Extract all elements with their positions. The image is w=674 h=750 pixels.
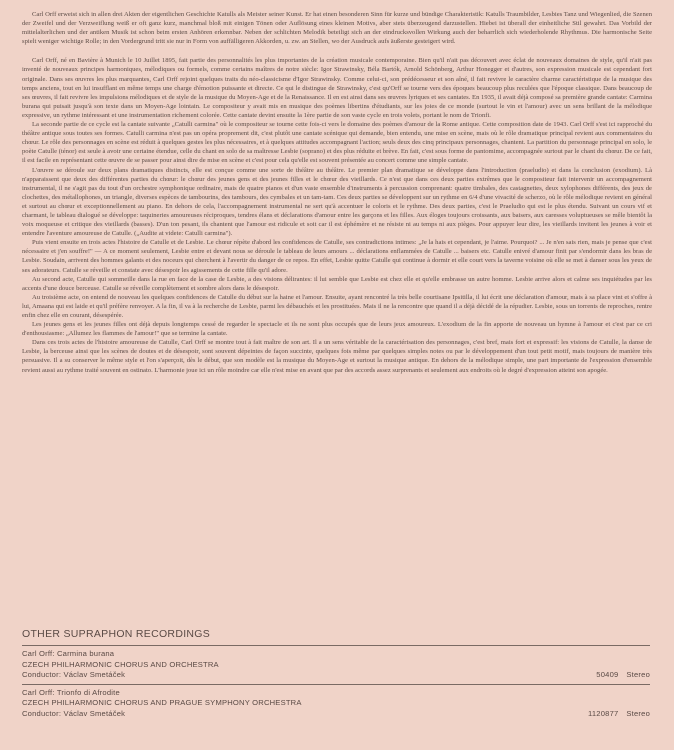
catalog-number: 1120877	[588, 708, 619, 718]
catalog-format: Stereo	[626, 670, 650, 680]
french-paragraph-8: Dans ces trois actes de l'histoire amoureuse de Catulle, Carl Orff se montre tout à fait maître de son art. Il a un sens véritable de la caractérisation des personnages, c'est bref, mais fort et expressif: les visions de Catulle, la danse de Lesbie, la berceuse ainsi que les scènes de doutes et de désespoir, sont souvent dépeintes de façon succinte, quelques fois même par quelques simples notes ou par le développement d'un tout petit motif, mais toujours de manière très persuasive. Il a su conserver le même style et l'on s'aperçoit, dès le début, que son modèle est la musique du Moyen-Age et surtout la musique antique. En dehors de la mélodique simple, une part importante de l'expression d'ensemble revient aussi au rythme traité souvent en ostinato. L'harmonie joue ici un rôle moindre car elle n'est mise en avant que par des accords assez surprenants et seulement aux endroits où le degré d'expression atteint son apogée.	[22, 339, 652, 374]
recording-work: Carl Orff: Carmina burana	[22, 649, 115, 658]
recording-performers: CZECH PHILHARMONIC CHORUS AND ORCHESTRA	[22, 659, 219, 669]
catalog-number: 50409	[596, 670, 619, 680]
divider	[22, 645, 650, 646]
french-paragraph-1: Carl Orff, né en Bavière à Munich le 10 Juillet 1895, fait partie des personnalités les plus importantes de la création musicale contemporaine. Bien qu'il n'ait pas découvert avec éclat de nouveaux domaines de style, qu'il n'ait pas inventé de nouveaux principes harmoniques, mélodiques ou formels, comme certains maîtres de notre siècle: Igor Strawinsky, Béla Bartók, Arnold Schönberg, Arthur Honegger et d'autres, son expression musicale est cependant fort originale. Dans ses œuvres les plus marquantes, Carl Orff rejoint quelques traits du néo-classicisme d'Igor Strawinsky. Comme celui-ci, son prédécesseur et son aîné, il fait revivre le caractère charme caractéristique de la musique des temps anciens, tout en lui insufflant en même temps une charge d'émotion puissante et directe. Ce qui le distingue de Strawinsky, c'est qu'Orff se tourne vers des époques beaucoup plus reculées que l'époque classique. Dans beaucoup de ses œuvres, il fait revivre les impulsions mélodiques et de style de la musique du Moyen-Age et de la Renaissance. Il en est ainsi dans ses œuvres lyriques et ses cantates. En 1935, il avait déjà composé sa première grande cantate: Carmina burana qui puisait jusqu'à son texte dans un Moyen-Age lointain. Le compositeur y avait mis en musique des poèmes libertins d'étudiants, sur les joies de ce monde (surtout le vin et l'amour) avec un sens brillant de la mélodique expressive, un rythme intéressant et une instrumentation richement colorée. Cette cantate devint ensuite la 1ère partie de son vaste cycle en trois volets, portant le nom de Trionfi.	[22, 57, 652, 119]
recording-conductor: Conductor: Václav Smetáček	[22, 708, 126, 718]
divider	[22, 684, 650, 685]
recording-performers: CZECH PHILHARMONIC CHORUS AND PRAGUE SYMPHONY ORCHESTRA	[22, 698, 302, 708]
recording-work: Carl Orff: Trionfo di Afrodite	[22, 687, 120, 697]
french-text	[22, 56, 652, 374]
french-paragraph-7: Les jeunes gens et les jeunes filles ont déjà depuis longtemps cessé de regarder le spectacle et ils ne sont plus occupés que de leurs jeux amoureux. L'exodium de la fin apporte de nouveau un hymne à l'amour et c'est par ce cri d'enthousiasme: „Allumez les flammes de l'amour!" que se termine la cantate.	[22, 321, 652, 338]
other-recordings-section	[22, 628, 650, 720]
german-paragraph: Carl Orff erweist sich in allen drei Akten der eigentlichen Geschichte Katulls als Meister seiner Kunst. Er hat einen besonderen Sinn für kurze und bündige Charakteristik: Katulls Traumbilder, Lesbies Tanz und Wiegenlied, die Szenen der Zweifel und der Verzweiflung weiß er oft ganz kurz, manchmal bloß mit einigen Tönen oder Auflösung eines kleinen Motivs, aber stets überzeugend darzustellen. Hiebei ist überall der einheitliche Stil gewahrt. Das Vorbild der mittelalterlichen und der antiken Musik ist schon beim ersten Anhören erkennbar. Neben der schlichten Melodik beteiligt sich an der eindrucksvollen Wirkung auch der beharrlich sich wiederholende Rhythmus. Die harmonische Seite spielt weniger wichtige Rolle; in den Vordergrund tritt sie nur in Form von auffälligeren Akkorden, u. zw. an Stellen, wo der Ausdruck aufs äußerste gesteigert wird.	[22, 11, 652, 46]
recording-item	[22, 688, 650, 720]
french-paragraph-6: Au troisième acte, on entend de nouveau les quelques confidences de Catulle du début sur la haine et l'amour. Ensuite, ayant rencontré la très belle courtisane Ipsitilla, il lui écrit une déclaration d'amour, mais à sa place vint et s'offre à lui, Amaana qui est laide et qu'il préfère renvoyer. A la fin, il va à la recherche de Lesbie, parmi les débauchés et les prostituées. Mais il ne la rencontre que quand il a déjà décidé de la répudier. Lesbie, sous un torrents de reproches, rentre enfin chez elle en courant, désespérée.	[22, 293, 652, 319]
french-paragraph-4: Puis vient ensuite en trois actes l'histoire de Catulle et de Lesbie. Le chœur répète d'abord les confidences de Catulle, ses contradictions intimes: „Je la hais et cependant, je l'aime. Pourquoi? ... Je n'en sais rien, mais je pense que c'est nécessaire et j'en souffre!" — A ce moment seulement, Lesbie entre et devant nous se déroule le tableau de leurs amours ... déclarations enflammées de Catulle ... baisers etc. Catulle enivré d'amour finit par s'endormir dans les bras de Lesbie. Soudain, arrivent des hommes galants et des noceurs qui cherchent à l'avertir du danger de ce repos. En effet, Lesbie quitte Catulle qui continue à dormir et elle court vers la taverne voisine où elle se met à danser sous les yeux de ses adorateurs. Catulle se réveille et constate avec désespoir les agissements de cette fille qu'il adore.	[22, 239, 652, 274]
recording-catalog	[596, 670, 650, 681]
german-text	[22, 10, 652, 46]
recording-conductor: Conductor: Václav Smetáček	[22, 670, 126, 680]
french-paragraph-5: Au second acte, Catulle qui sommeille dans la rue en face de la case de Lesbie, a des visions délirantes: il lui semble que Lesbie est chez elle et qu'elle embrasse un autre homme. Lesbie arrive alors et calme ses inquiétudes par les accents d'une douce berceuse. Catulle se réveille complètement et sombre alors dans le désespoir.	[22, 275, 652, 292]
catalog-format: Stereo	[626, 708, 650, 718]
french-paragraph-3: L'œuvre se déroule sur deux plans dramatiques distincts, elle est conçue comme une sorte de théâtre au théâtre. Le premier plan dramatique se développe dans l'introduction (praeludio) et dans la conclusion (exodium). Là n'apparaissent que deux des différentes parties du chœur: le chœur des jeunes gens et des jeunes filles et le chœur des vieillards. Ce n'est que dans ces deux parties extrêmes que le compositeur fait intervenir un accompagnement instrumental, il ne s'agit pas du tout d'un orchestre symphonique ordinaire, mais de quatre pianos et d'un vaste ensemble d'instruments à percussion comprenant: quatre timbales, des castagnettes, deux xylophones différents, des jeux de clochettes, des métallophones, un triangle, diverses espèces de tambourins, des tambours, des cymbales et un tam-tam. Ces deux parties se développent sur un rythme en 6/4 d'une vivacité de scherzo, où le rôle mélodique revient en général et surtout au chœur et exceptionnellement au piano. En dehors de cela, l'accompagnement instrumental ne sert qu'à accentuer le coloris et le rythme. Des deux parties, c'est le Praeludio qui est le plus étendu. Suivant un cours vif et charmant, le tableau dialogué se développe: taquineries amoureuses réciproques, tendres élans et déclarations d'amour entre les garçons et les filles. Aux éloges toujours croissants, aux baisers, aux caresses voluptueuses se mêle bientôt la voix moqueuse et critique des vieillards (basses). D'un ton pesant, ils chantent que l'amour est ridicule et soit car il est éphémère et ne résiste ni au temps ni aux pièges. Pour appuyer leur dire, les vieillards invitent les jeunes à voir et entendre l'aventure amoureuse de Catulle. („Audite at videte: Catulli carmina").	[22, 166, 652, 238]
recording-item	[22, 649, 650, 681]
other-recordings-title: OTHER SUPRAPHON RECORDINGS	[22, 628, 211, 640]
recording-catalog	[588, 709, 650, 720]
french-paragraph-2: La seconde partie de ce cycle est la cantate suivante „Catulli carmina" où le compositeur se tourne cette fois-ci vers le domaine des poèmes d'amour de la Rome antique. Cette composition date de 1943. Carl Orff s'est ici rapproché du théâtre antique sous toutes ses formes. Catulli carmina n'est pas un opéra proprement dit, c'est plutôt une cantate scénique qui demande, bien entendu, une mise en scène, mais où le rôle dramatique principal revient aux commentaires du chœur. Le rôle des personnages en scène est réduit à quelques gestes les plus nécessaires, et à quelques attitudes accompagnant l'action; seuls deux des cinq principaux personnages, chantent. La partition du personnage principal en solo, le poète Catulle (ténor) est seule à avoir une certaine étendue, celle du chant en solo de sa maîtresse Lesbie (soprano) et des plus réduite et brève. En fait, c'est sous forme de pantomime, accompagnée surtout par le chant du chœur. De ce fait, il est facile en représentant cette œuvre de se passer pour ainsi dire de mise en scène et c'est pour cela qu'elle est souvent présentée au concert comme une simple cantate.	[22, 121, 652, 165]
